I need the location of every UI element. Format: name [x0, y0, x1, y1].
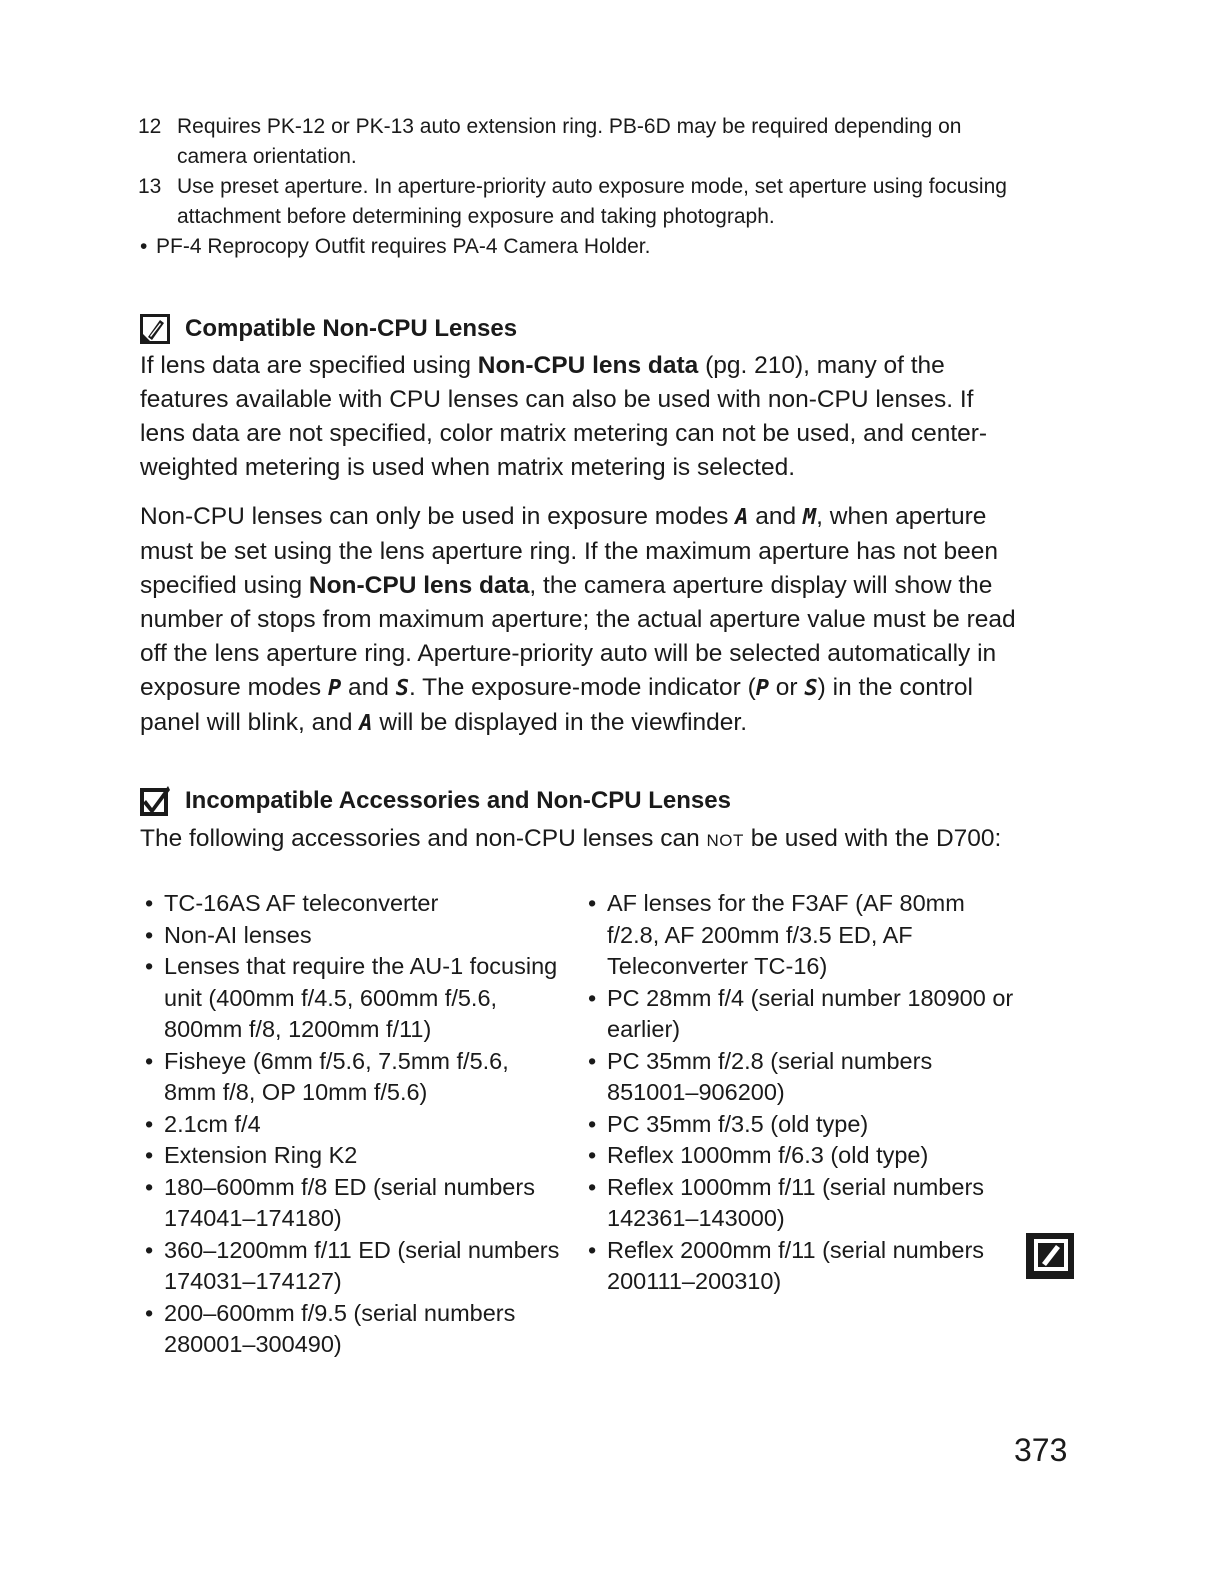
footnote	[138, 172, 1018, 232]
list-item: • PC 28mm f/4 (serial number 180900 or earlier)	[585, 983, 1015, 1046]
incompatible-title: Incompatible Accessories and Non-CPU Lenses	[185, 787, 731, 814]
list-item: • Reflex 1000mm f/11 (serial numbers 142361–143000)	[585, 1172, 1015, 1235]
text-run: ) in the control panel will blink, and	[140, 674, 973, 736]
menu-reference: Non-CPU lens data	[477, 352, 699, 379]
footnote-text: Use preset aperture. In aperture-priority auto exposure mode, set aperture using focusing attachment before determining exposure and taking photograph.	[177, 175, 1007, 228]
list-item: • PC 35mm f/3.5 (old type)	[585, 1109, 1015, 1141]
compatible-paragraph-2	[140, 500, 1020, 741]
footnotes	[138, 112, 1018, 262]
text-run: be used with the D700:	[743, 825, 1002, 852]
text-run: will be displayed in the viewfinder.	[372, 709, 748, 736]
list-item: • TC-16AS AF teleconverter	[142, 888, 562, 920]
check-caution-icon	[140, 786, 170, 816]
page-number: 373	[1014, 1432, 1068, 1468]
compatible-paragraph-1	[140, 349, 1020, 485]
text-run: If lens data are specified using	[140, 352, 478, 379]
text-run: , the camera aperture display will show the number of stops from maximum aperture; the actual aperture value must be read off the lens aperture ring. Aperture-priority auto will be selected automatically in exposure modes	[140, 572, 1016, 701]
list-item: • Lenses that require the AU-1 focusing unit (400mm f/4.5, 600mm f/5.6, 800mm f/8, 1200mm f/11)	[142, 951, 562, 1046]
list-item: • Fisheye (6mm f/5.6, 7.5mm f/5.6, 8mm f/8, OP 10mm f/5.6)	[142, 1046, 562, 1109]
compatible-heading	[140, 314, 517, 344]
footnote-bullet: • PF-4 Reprocopy Outfit requires PA-4 Camera Holder.	[138, 232, 1018, 262]
incompatible-list-left	[142, 888, 562, 1361]
mode-indicator: P	[327, 676, 342, 701]
text-run: (pg. 210), many of the features available with CPU lenses can also be used with non-CPU lenses. If lens data are not specified, color matrix metering can not be used, and center-weighted metering is used when matrix metering is selected.	[140, 352, 988, 481]
list-item: • AF lenses for the F3AF (AF 80mm f/2.8, AF 200mm f/3.5 ED, AF Teleconverter TC-16)	[585, 888, 1015, 983]
text-run: The following accessories and non-CPU lenses can	[140, 825, 707, 852]
list-item: • 360–1200mm f/11 ED (serial numbers 174031–174127)	[142, 1235, 562, 1298]
mode-indicator: P	[755, 676, 769, 701]
text-run: , when aperture must be set using the lens aperture ring. If the maximum aperture has not been specified using	[140, 503, 998, 599]
list-item: • 2.1cm f/4	[142, 1109, 562, 1141]
pencil-note-icon	[140, 314, 170, 344]
mode-indicator: S	[395, 676, 409, 701]
footnote-number: 12	[138, 115, 162, 138]
footnote	[138, 112, 1018, 172]
text-run: and	[748, 503, 803, 530]
emphasis-not: NOT	[706, 831, 744, 850]
incompatible-list-right	[585, 888, 1015, 1298]
incompatible-heading	[140, 786, 731, 816]
list-item: • Extension Ring K2	[142, 1140, 562, 1172]
mode-indicator: M	[802, 505, 817, 530]
list-item: • 180–600mm f/8 ED (serial numbers 174041–174180)	[142, 1172, 562, 1235]
text-run: Non-CPU lenses can only be used in exposure modes	[140, 503, 736, 530]
mode-indicator: S	[804, 676, 818, 701]
compatible-title: Compatible Non-CPU Lenses	[185, 315, 518, 342]
list-item: • 200–600mm f/9.5 (serial numbers 280001–300490)	[142, 1298, 562, 1361]
technical-notes-tab-icon	[1026, 1233, 1074, 1279]
footnote-number: 13	[138, 175, 162, 198]
mode-indicator: A	[359, 711, 373, 736]
list-item: • Reflex 1000mm f/6.3 (old type)	[585, 1140, 1015, 1172]
incompatible-intro	[140, 822, 1020, 858]
list-item: • Non-AI lenses	[142, 920, 562, 952]
menu-reference: Non-CPU lens data	[308, 572, 530, 599]
text-run: and	[341, 674, 396, 701]
footnote-text: Requires PK-12 or PK-13 auto extension ring. PB-6D may be required depending on camera orientation.	[177, 115, 962, 168]
list-item: • Reflex 2000mm f/11 (serial numbers 200111–200310)	[585, 1235, 1015, 1298]
text-run: . The exposure-mode indicator (	[408, 674, 756, 701]
mode-indicator: A	[735, 505, 749, 530]
list-item: • PC 35mm f/2.8 (serial numbers 851001–906200)	[585, 1046, 1015, 1109]
text-run: or	[769, 674, 805, 701]
